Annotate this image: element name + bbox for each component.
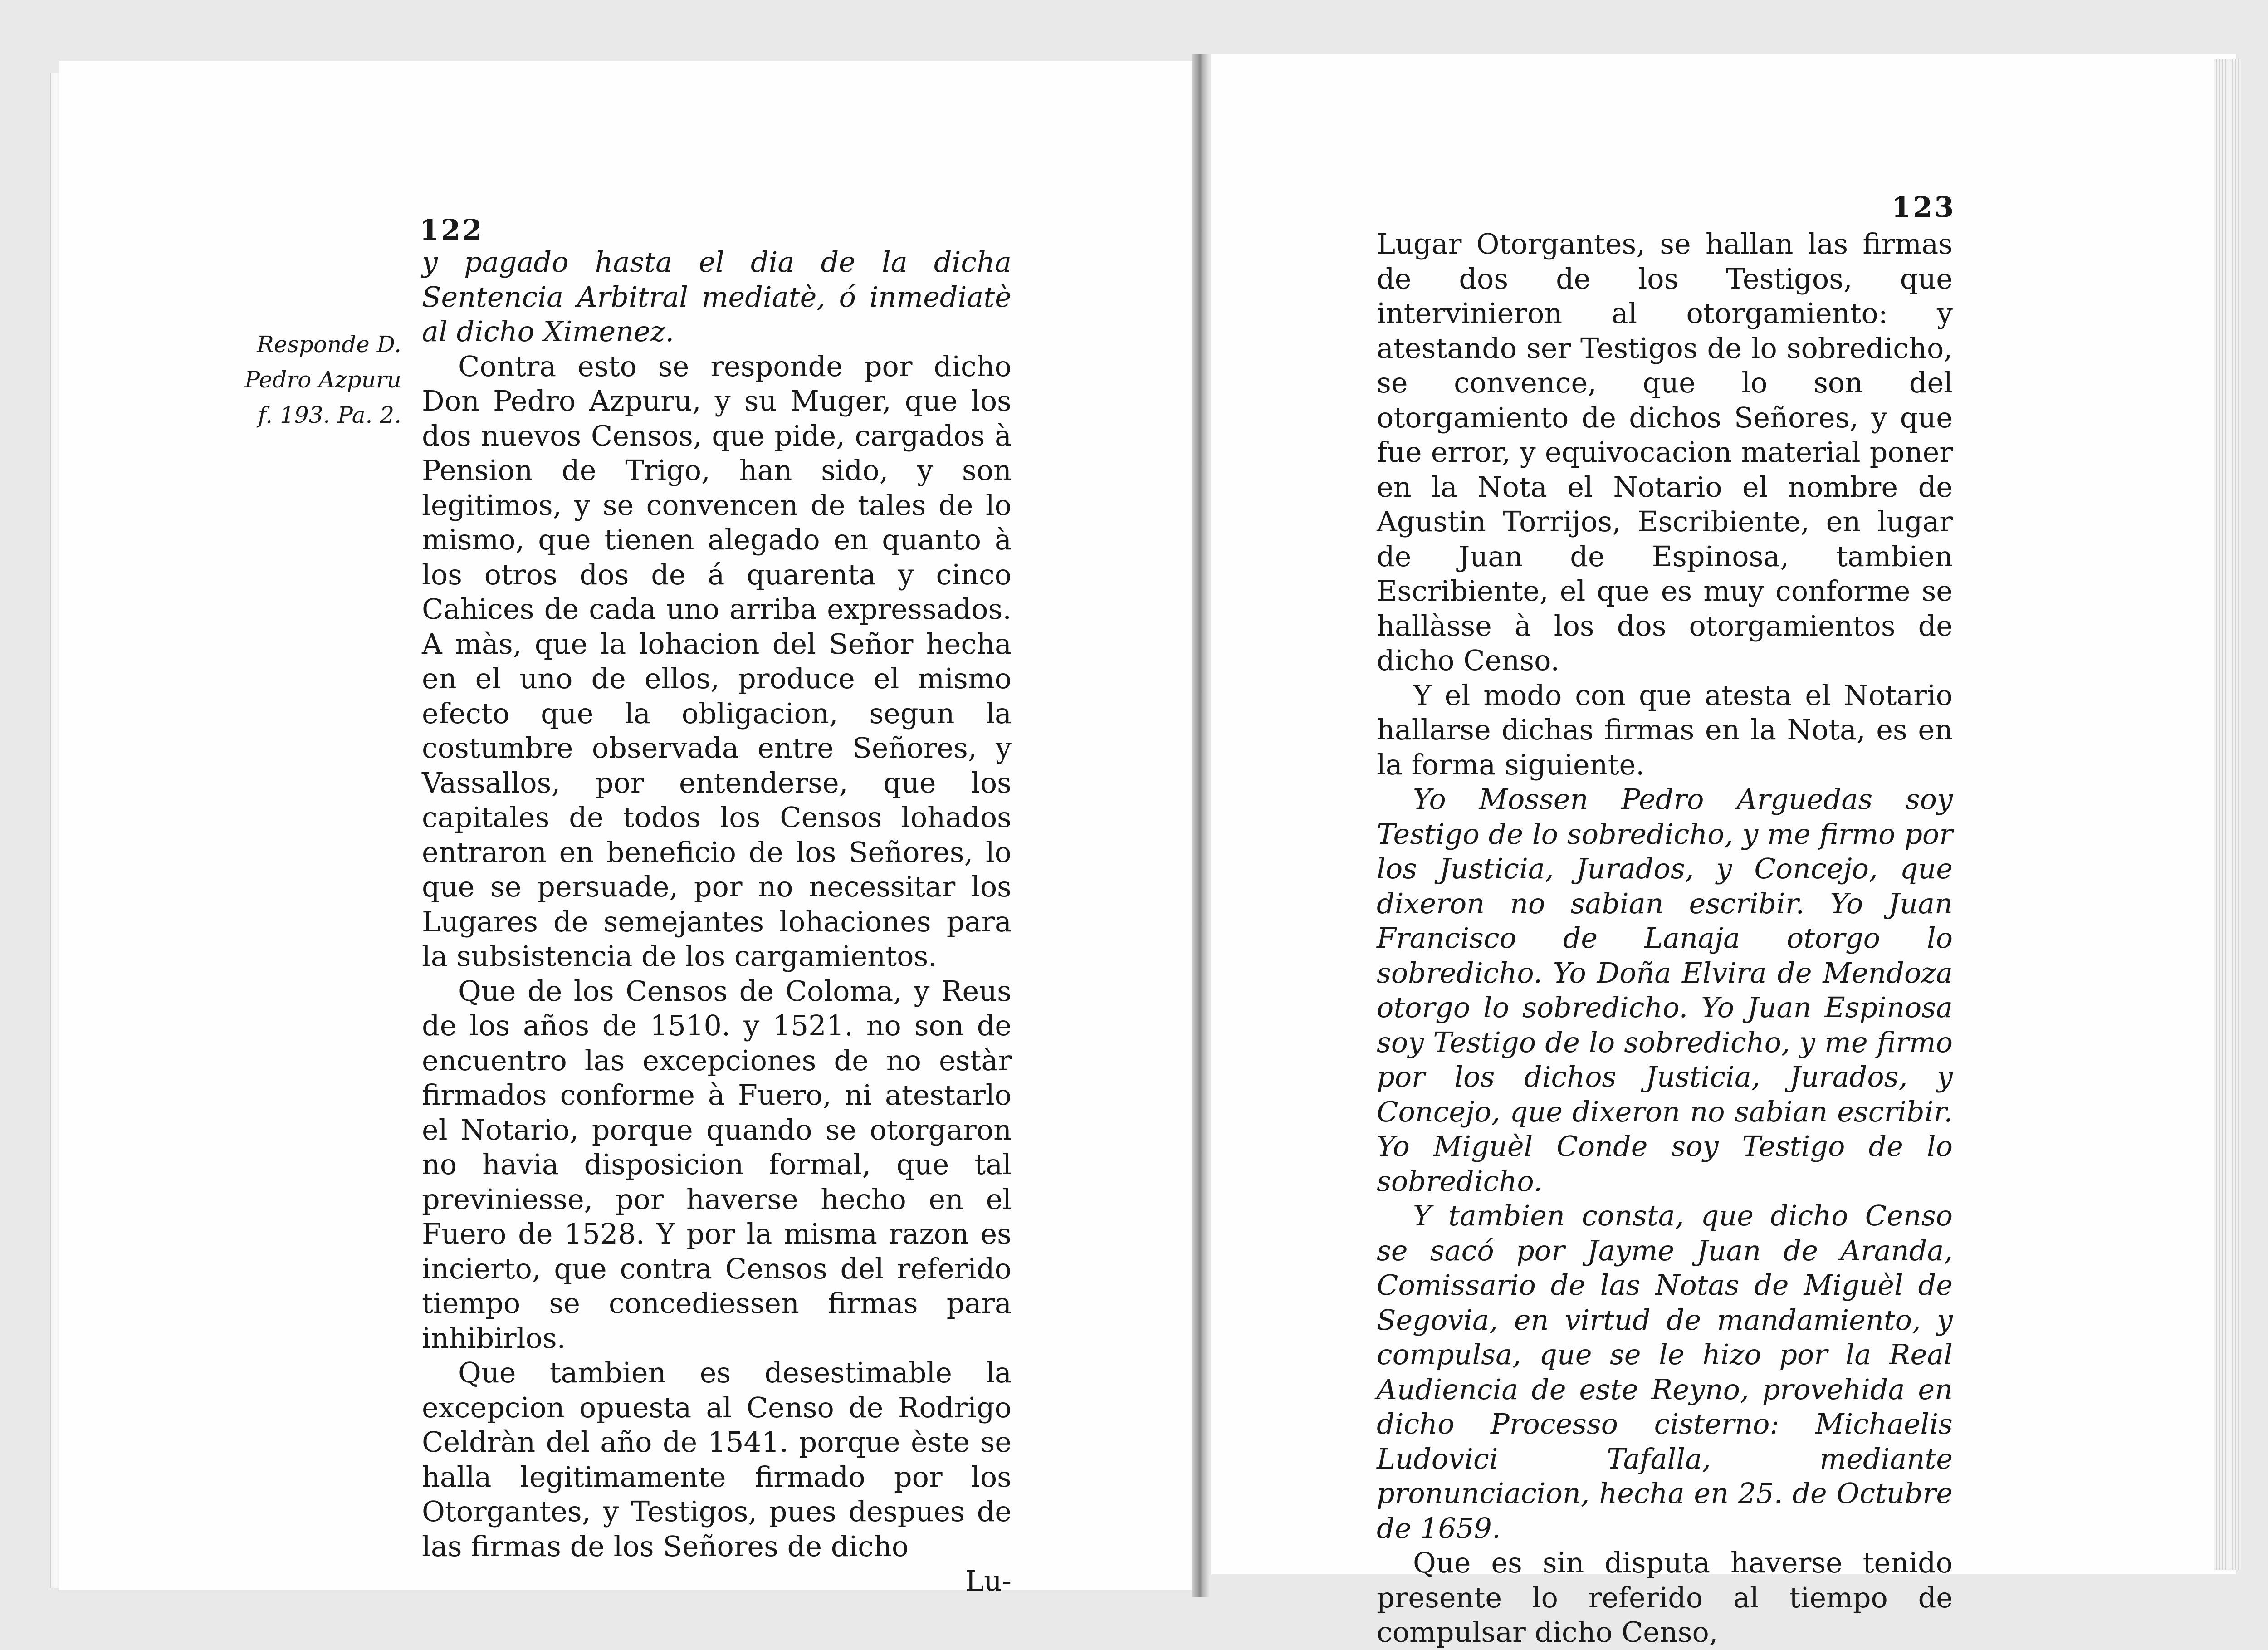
margin-note [238, 327, 401, 433]
paragraph: Que de los Censos de Coloma, y Reus de los años de 1510. y 1521. no son de encuentro las excepciones de no estàr firmados conforme à Fuero, ni atestarlo el Notario, porque quando se otorgaron no havia disposicion formal, que tal previniesse, por haverse hecho en el Fuero de 1528. Y por la misma razon es incierto, que contra Censos del referido tiempo se concediessen firmas para inhibirlos. [422, 974, 1012, 1355]
right-page-text [1377, 227, 1953, 1650]
book-page-edges-right [2214, 59, 2241, 1570]
paragraph: y pagado hasta el dia de la dicha Sentencia Arbitral mediatè, ó inmediatè al dicho Ximenez. [422, 245, 1012, 348]
paragraph: Que es sin disputa haverse tenido presente lo referido al tiempo de compulsar dicho Censo, [1377, 1546, 1953, 1649]
book-gutter [1192, 54, 1210, 1597]
paragraph: Lugar Otorgantes, se hallan las firmas de dos de los Testigos, que intervinieron al otorgamiento: y atestando ser Testigos de lo sobredicho, se convence, que lo son del otorgamiento de dichos Señores, y que fue error, y equivocacion material poner en la Nota el Notario el nombre de Agustin Torrijos, Escribiente, en lugar de Juan de Espinosa, tambien Escribiente, el que es muy conforme se hallàsse à los dos otorgamientos de dicho Censo. [1377, 227, 1953, 677]
margin-note-line: Responde D. [257, 331, 401, 357]
right-page-number: 123 [1892, 191, 1956, 224]
paragraph: Y tambien consta, que dicho Censo se sacó por Jayme Juan de Aranda, Comissario de las Notas de Miguèl de Segovia, en virtud de mandamiento, y compulsa, que se le hizo por la Real Audiencia de este Reyno, provehida en dicho Processo cisterno: Michaelis Ludovici Tafalla, mediante pronunciacion, hecha en 25. de Octubre de 1659. [1377, 1199, 1953, 1545]
margin-note-line: f. 193. Pa. 2. [258, 402, 401, 428]
paragraph: Contra esto se responde por dicho Don Pedro Azpuru, y su Muger, que los dos nuevos Censos, que pide, cargados à Pension de Trigo, han sido, y son legitimos, y se convencen de tales de lo mismo, que tienen alegado en quanto à los otros dos de á quarenta y cinco Cahices de cada uno arriba expressados. A màs, que la lohacion del Señor hecha en el uno de ellos, produce el mismo efecto que la obligacion, segun la costumbre observada entre Señores, y Vassallos, por entenderse, que los capitales de todos los Censos lohados entraron en beneficio de los Señores, lo que se persuade, por no necessitar los Lugares de semejantes lohaciones para la subsistencia de los cargamientos. [422, 349, 1012, 973]
left-page-number: 122 [420, 213, 484, 246]
catchword: Lu- [965, 1564, 1012, 1597]
margin-note-line: Pedro Azpuru [244, 367, 401, 393]
paragraph: Yo Mossen Pedro Arguedas soy Testigo de lo sobredicho, y me firmo por los Justicia, Jurados, y Concejo, que dixeron no sabian escribir. Yo Juan Francisco de Lanaja otorgo lo sobredicho. Yo Doña Elvira de Mendoza otorgo lo sobredicho. Yo Juan Espinosa soy Testigo de lo sobredicho, y me firmo por los dichos Justicia, Jurados, y Concejo, que dixeron no sabian escribir. Yo Miguèl Conde soy Testigo de lo sobredicho. [1377, 783, 1953, 1198]
paragraph: Y el modo con que atesta el Notario hallarse dichas firmas en la Nota, es en la forma siguiente. [1377, 678, 1953, 781]
paragraph: Que tambien es desestimable la excepcion opuesta al Censo de Rodrigo Celdràn del año de 1541. porque èste se halla legitimamente firmado por los Otorgantes, y Testigos, pues despues de las firmas de los Señores de dicho [422, 1356, 1012, 1563]
left-page-text [422, 245, 1012, 1599]
